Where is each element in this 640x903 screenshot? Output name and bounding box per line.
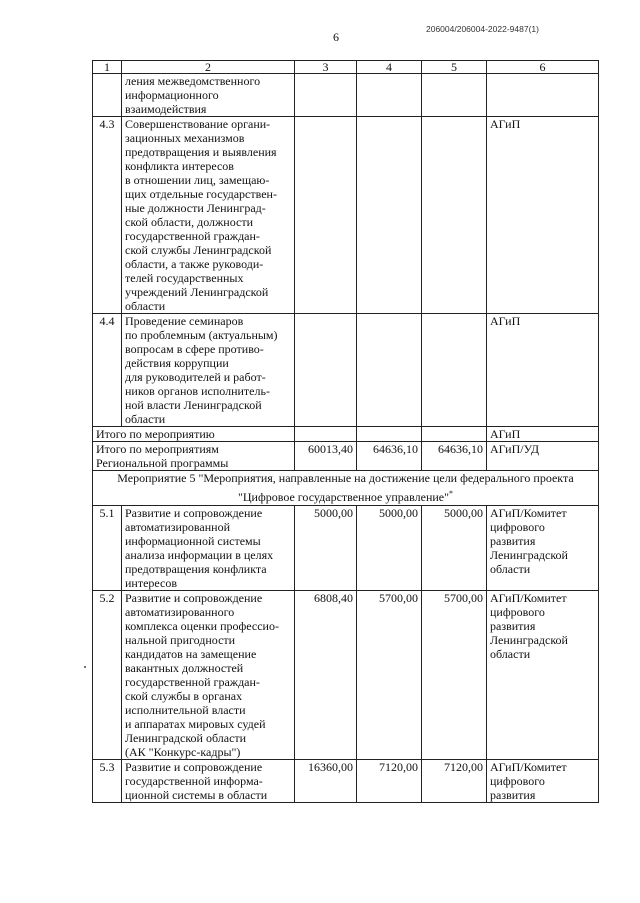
table-row xyxy=(93,506,599,591)
group-heading-row xyxy=(93,471,599,506)
row-number: 5.1 xyxy=(93,506,122,591)
row-executor: АГиП/Комитет цифрового развития xyxy=(487,760,599,803)
total-program-col4: 64636,10 xyxy=(357,442,422,471)
page-number: 6 xyxy=(333,30,339,44)
row-value-col5 xyxy=(422,314,487,427)
row-description: Развитие и сопровождение автоматизированного комплекса оценки профессио- нальной пригодности кандидатов на замещение вакантных должностей государственной граждан- ской службы в органах исполнительной власти и аппаратах мировых судей Ленинградской области (АК "Конкурс-кадры") xyxy=(122,591,295,760)
total-event-col3 xyxy=(295,427,357,442)
row-value-col5 xyxy=(422,117,487,314)
total-program-col5: 64636,10 xyxy=(422,442,487,471)
row-value-col3 xyxy=(295,314,357,427)
total-program-col3: 60013,40 xyxy=(295,442,357,471)
column-header: 1 xyxy=(93,61,122,74)
row-value-col4: 7120,00 xyxy=(357,760,422,803)
total-event-col4 xyxy=(357,427,422,442)
column-header: 5 xyxy=(422,61,487,74)
row-value-col4: 5000,00 xyxy=(357,506,422,591)
total-event-executor: АГиП xyxy=(487,427,599,442)
row-value-col5: 5700,00 xyxy=(422,591,487,760)
row-value-col3: 16360,00 xyxy=(295,760,357,803)
column-header-row xyxy=(93,61,599,74)
table-row xyxy=(93,117,599,314)
table-row xyxy=(93,314,599,427)
group-heading-text: Мероприятие 5 "Мероприятия, направленные на достижение цели федерального проекта "Цифровое государственное управление" xyxy=(117,471,574,504)
total-event-row xyxy=(93,427,599,442)
row-description: Совершенствование органи- зационных механизмов предотвращения и выявления конфликта интересов в отношении лиц, замещаю- щих отдельные государствен- ные должности Ленинград- ской области, должности государственной граждан- ской службы Ленинградской области, а также руководи- телей государственных учреждений Ленинградской области xyxy=(122,117,295,314)
row-description: Проведение семинаров по проблемным (актуальным) вопросам в сфере противо- действия коррупции для руководителей и работ- ников органов исполнитель- ной власти Ленинградской области xyxy=(122,314,295,427)
column-header: 3 xyxy=(295,61,357,74)
row-number xyxy=(93,74,122,117)
row-value-col3 xyxy=(295,117,357,314)
group-heading xyxy=(93,471,599,506)
row-description: ления межведомственного информационного взаимодействия xyxy=(122,74,295,117)
scan-speck xyxy=(84,666,86,668)
row-executor: АГиП/Комитет цифрового развития Ленинградской области xyxy=(487,591,599,760)
row-value-col3: 5000,00 xyxy=(295,506,357,591)
row-value-col4 xyxy=(357,314,422,427)
table-row xyxy=(93,74,599,117)
row-description: Развитие и сопровождение автоматизированной информационной системы анализа информации в целях предотвращения конфликта интересов xyxy=(122,506,295,591)
table-row xyxy=(93,760,599,803)
row-number: 5.3 xyxy=(93,760,122,803)
row-value-col5 xyxy=(422,74,487,117)
row-number: 4.3 xyxy=(93,117,122,314)
total-event-label: Итого по мероприятию xyxy=(93,427,295,442)
total-program-row xyxy=(93,442,599,471)
total-program-label: Итого по мероприятиям Региональной программы xyxy=(93,442,295,471)
row-number: 4.4 xyxy=(93,314,122,427)
row-value-col3 xyxy=(295,74,357,117)
row-executor: АГиП xyxy=(487,117,599,314)
column-header: 4 xyxy=(357,61,422,74)
total-event-col5 xyxy=(422,427,487,442)
row-value-col4 xyxy=(357,117,422,314)
total-program-executor: АГиП/УД xyxy=(487,442,599,471)
row-value-col4: 5700,00 xyxy=(357,591,422,760)
row-executor xyxy=(487,74,599,117)
row-executor: АГиП/Комитет цифрового развития Ленинградской области xyxy=(487,506,599,591)
program-table xyxy=(92,60,599,803)
column-header: 2 xyxy=(122,61,295,74)
row-value-col3: 6808,40 xyxy=(295,591,357,760)
row-executor: АГиП xyxy=(487,314,599,427)
footnote-mark: * xyxy=(449,489,454,498)
row-value-col4 xyxy=(357,74,422,117)
table-row xyxy=(93,591,599,760)
row-value-col5: 5000,00 xyxy=(422,506,487,591)
row-value-col5: 7120,00 xyxy=(422,760,487,803)
row-number: 5.2 xyxy=(93,591,122,760)
column-header: 6 xyxy=(487,61,599,74)
document-id: 206004/206004-2022-9487(1) xyxy=(426,24,539,34)
row-description: Развитие и сопровождение государственной информа- ционной системы в области xyxy=(122,760,295,803)
